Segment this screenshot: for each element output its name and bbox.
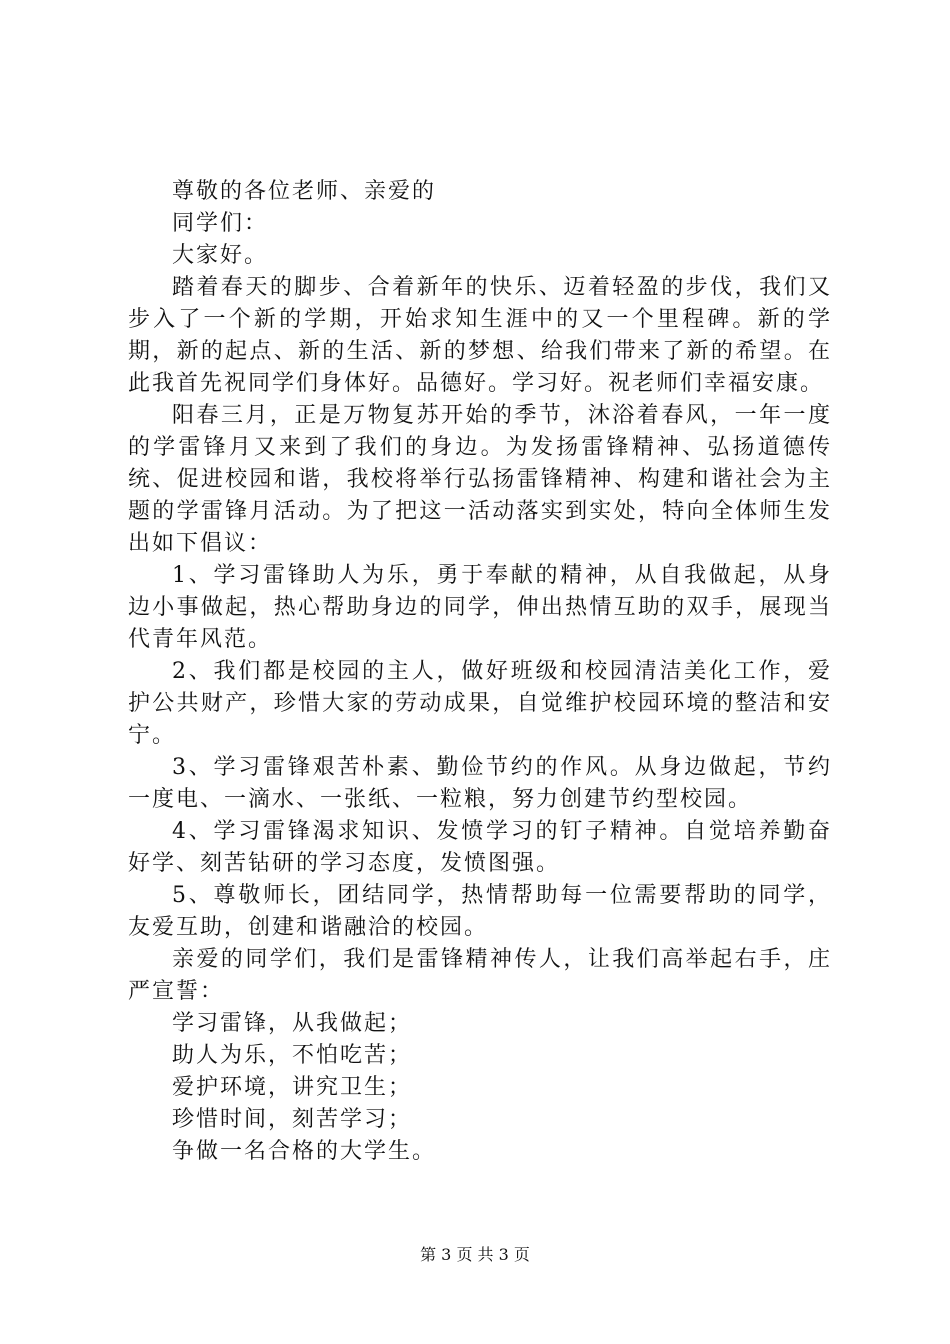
oath-line-1: 学习雷锋，从我做起； — [172, 1011, 413, 1036]
oath-line-5: 争做一名合格的大学生。 — [172, 1139, 437, 1164]
oath-line-2: 助人为乐，不怕吃苦； — [172, 1043, 413, 1068]
proposal-item-1: 1、学习雷锋助人为乐，勇于奉献的精神，从自我做起，从身边小事做起，热心帮助身边的同学，伸出热情互助的双手，展现当代青年风范。 — [128, 563, 832, 652]
proposal-item-3: 3、学习雷锋艰苦朴素、勤俭节约的作风。从身边做起，节约一度电、一滴水、一张纸、一粒粮，努力创建节约型校园。 — [128, 755, 832, 812]
page-number-footer: 第 3 页 共 3 页 — [420, 1245, 530, 1264]
proposal-item-5: 5、尊敬师长，团结同学，热情帮助每一位需要帮助的同学，友爱互助，创建和谐融洽的校园。 — [128, 883, 832, 940]
proposal-item-2: 2、我们都是校园的主人，做好班级和校园清洁美化工作，爱护公共财产，珍惜大家的劳动成果，自觉维护校园环境的整洁和安宁。 — [128, 659, 832, 748]
salutation-line-1: 尊敬的各位老师、亲爱的 — [172, 179, 437, 204]
paragraph-intro: 踏着春天的脚步、合着新年的快乐、迈着轻盈的步伐，我们又步入了一个新的学期，开始求知生涯中的又一个里程碑。新的学期，新的起点、新的生活、新的梦想、给我们带来了新的希望。在此我首先祝同学们身体好。品德好。学习好。祝老师们幸福安康。 — [128, 275, 832, 396]
greeting: 大家好。 — [172, 243, 269, 268]
document-body — [128, 176, 832, 1168]
proposal-item-4: 4、学习雷锋渴求知识、发愤学习的钉子精神。自觉培养勤奋好学、刻苦钻研的学习态度，发愤图强。 — [128, 819, 832, 876]
salutation-line-2: 同学们： — [172, 211, 269, 236]
oath-line-4: 珍惜时间，刻苦学习； — [172, 1107, 413, 1132]
oath-intro: 亲爱的同学们，我们是雷锋精神传人，让我们高举起右手，庄严宣誓： — [128, 947, 832, 1004]
paragraph-march: 阳春三月，正是万物复苏开始的季节，沐浴着春风，一年一度的学雷锋月又来到了我们的身边。为发扬雷锋精神、弘扬道德传统、促进校园和谐，我校将举行弘扬雷锋精神、构建和谐社会为主题的学雷锋月活动。为了把这一活动落实到实处，特向全体师生发出如下倡议： — [128, 403, 832, 556]
oath-line-3: 爱护环境，讲究卫生； — [172, 1075, 413, 1100]
